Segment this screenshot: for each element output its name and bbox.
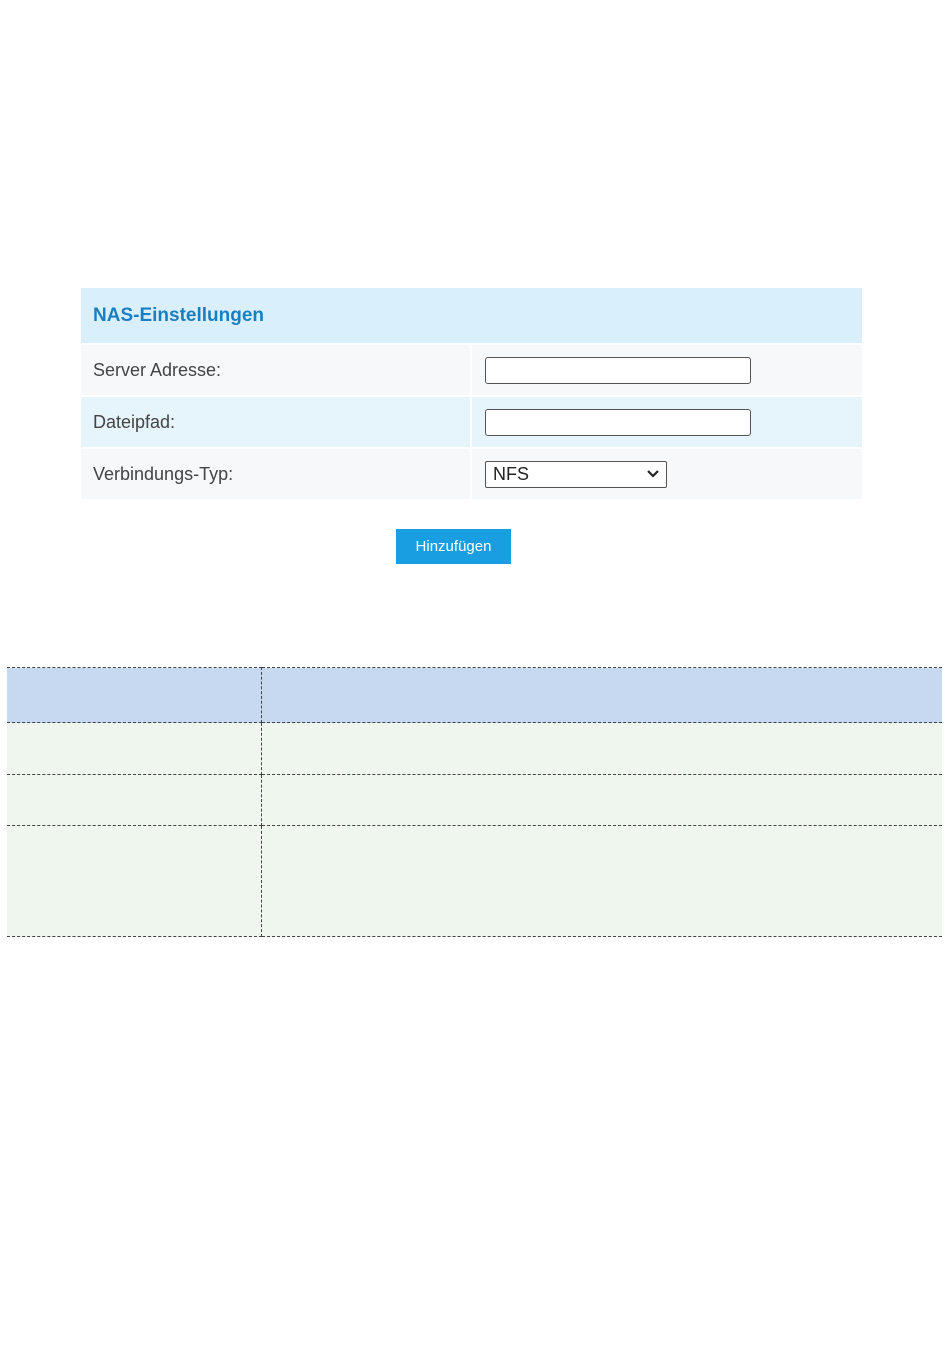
table-header-row [7, 668, 942, 723]
add-button[interactable]: Hinzufügen [396, 529, 511, 564]
table-cell [262, 723, 943, 775]
table-row [7, 826, 942, 937]
server-address-row [81, 345, 862, 395]
table-row [7, 723, 942, 775]
table-cell [262, 826, 943, 937]
server-address-label: Server Adresse: [81, 345, 470, 395]
table-header-cell [262, 668, 943, 723]
nas-settings-title: NAS-Einstellungen [81, 288, 862, 343]
table-cell [7, 775, 262, 826]
file-path-label: Dateipfad: [81, 397, 470, 447]
file-path-cell [472, 397, 862, 447]
nas-settings-panel [81, 288, 862, 499]
connection-type-row [81, 449, 862, 499]
file-path-row [81, 397, 862, 447]
table-header-cell [7, 668, 262, 723]
chevron-down-icon [646, 469, 660, 479]
file-path-input[interactable] [485, 409, 751, 436]
server-address-input[interactable] [485, 357, 751, 384]
connection-type-select[interactable] [485, 461, 667, 488]
server-address-cell [472, 345, 862, 395]
connection-type-label: Verbindungs-Typ: [81, 449, 470, 499]
connection-type-cell [472, 449, 862, 499]
connection-type-selected-value: NFS [493, 463, 529, 484]
table-cell [7, 826, 262, 937]
table-row [7, 775, 942, 826]
table-cell [7, 723, 262, 775]
info-table [7, 667, 942, 937]
table-cell [262, 775, 943, 826]
